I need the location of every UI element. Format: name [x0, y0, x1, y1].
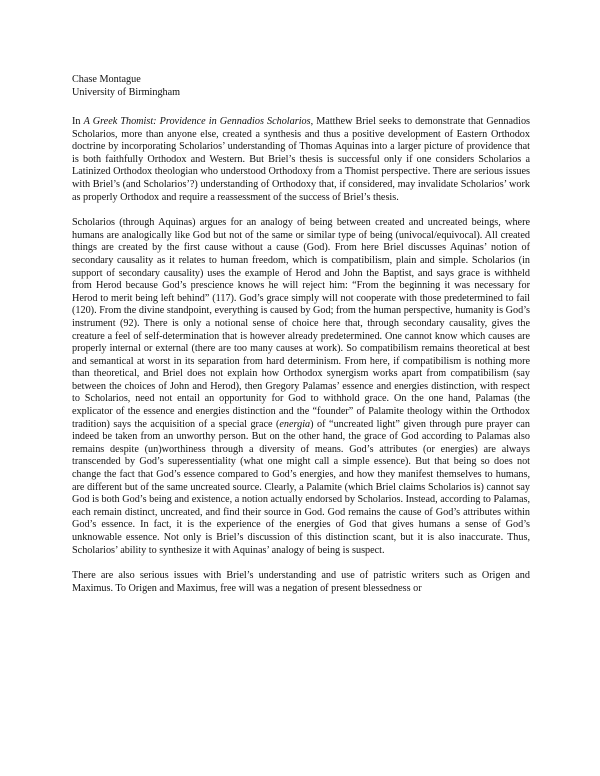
paragraph-intro-text: , Matthew Briel seeks to demonstrate that Gennadios Scholarios, more than anyone else, created a synthesis and thus a positive development of Eastern Orthodox doctrine by incorporating Scholarios’ understanding of Thomas Aquinas into a larger picture of providence that is both faithfully Orthodox and Western. But Briel’s thesis is successful only if one considers Scholarios a Latinized Orthodox theologian who understood Orthodoxy from a Thomist perspective. There are serious issues with Briel’s (and Scholarios’?) understanding of Orthodoxy that, if considered, may invalidate Scholarios’ work as properly Orthodox and require a reassessment of the success of Briel’s thesis. [72, 116, 530, 203]
author-block [72, 73, 532, 99]
paragraph-patristic [72, 570, 530, 595]
term-energia: energia [279, 418, 311, 430]
author-name: Chase Montague [72, 74, 141, 85]
paragraph-analogy-of-being [72, 217, 530, 557]
paragraph-intro-lead: In [72, 116, 84, 127]
paragraph-analogy-part1: Scholarios (through Aquinas) argues for an analogy of being between created and uncreated beings, where humans are analogically like God but not of the same or similar type of being (univocal/equivocal). All created things are created by the first cause without a cause (God). From here Briel discusses Aquinas’ notion of secondary causality as it relates to human freedom, which is compatibilism, plain and simple. Scholarios (in support of secondary causality) uses the example of Herod and John the Baptist, and says grace is withheld from Herod because God’s prescience knows he will reject him: “From the beginning it was necessary for Herod to merit being left behind” (117). God’s grace simply will not cooperate with those predetermined to fail (120). From the divine standpoint, everything is caused by God; from the human perspective, humanity is God’s instrument (92). There is only a notional sense of choice here that, through secondary causality, gives the creature a feel of self-determination that is however already predetermined. One cannot know which causes are properly internal or external (there are too many causes at work). So compatibilism remains theoretical at best and semantical at worst in its separation from hard determinism. From here, if compatibilism is nothing more than theoretical, and Briel does not explain how Orthodox synergism works apart from compatibilism (say between the choices of John and Herod), then Gregory Palamas’ essence and energies distinction, with respect to Scholarios, need not entail an opportunity for God to withhold grace. On the one hand, Palamas (the explicator of the essence and energies distinction and the “founder” of Palamite theology within the Orthodox tradition) says the acquisition of a special grace ( [72, 217, 530, 430]
review-body [72, 116, 530, 595]
book-title: A Greek Thomist: Providence in Gennadios Scholarios [83, 116, 311, 127]
author-affiliation: University of Birmingham [72, 87, 181, 98]
paragraph-patristic-text: There are also serious issues with Briel’s understanding and use of patristic writers such as Origen and Maximus. To Origen and Maximus, free will was a negation of present blessedness or [72, 570, 530, 594]
paragraph-intro [72, 116, 530, 204]
paragraph-analogy-part2: ) of “uncreated light” given through pure prayer can indeed be taken from an unworthy person. But on the other hand, the grace of God according to Palamas also remains despite (un)worthiness through a diversity of means. God’s attributes (or energies) are always transcended by God’s superessentiality (what one might call a simple essence). But that being so does not change the fact that God’s essence compared to God’s energies, and how they manifest themselves to humans, are different but of the same uncreated source. Clearly, a Palamite (which Briel claims Scholarios is) cannot say God is both God’s being and existence, a notion actually endorsed by Scholarios. Instead, according to Palamas, each remain distinct, uncreated, and find their source in God. God remains the cause of God’s attributes within God’s essence. In fact, it is the experience of the energies of God that gives humans a sense of God’s unknowable essence. Not only is Briel’s discussion of this distinction scant, but it is also inaccurate. Thus, Scholarios’ ability to synthesize it with Aquinas’ analogy of being is suspect. [72, 418, 530, 556]
